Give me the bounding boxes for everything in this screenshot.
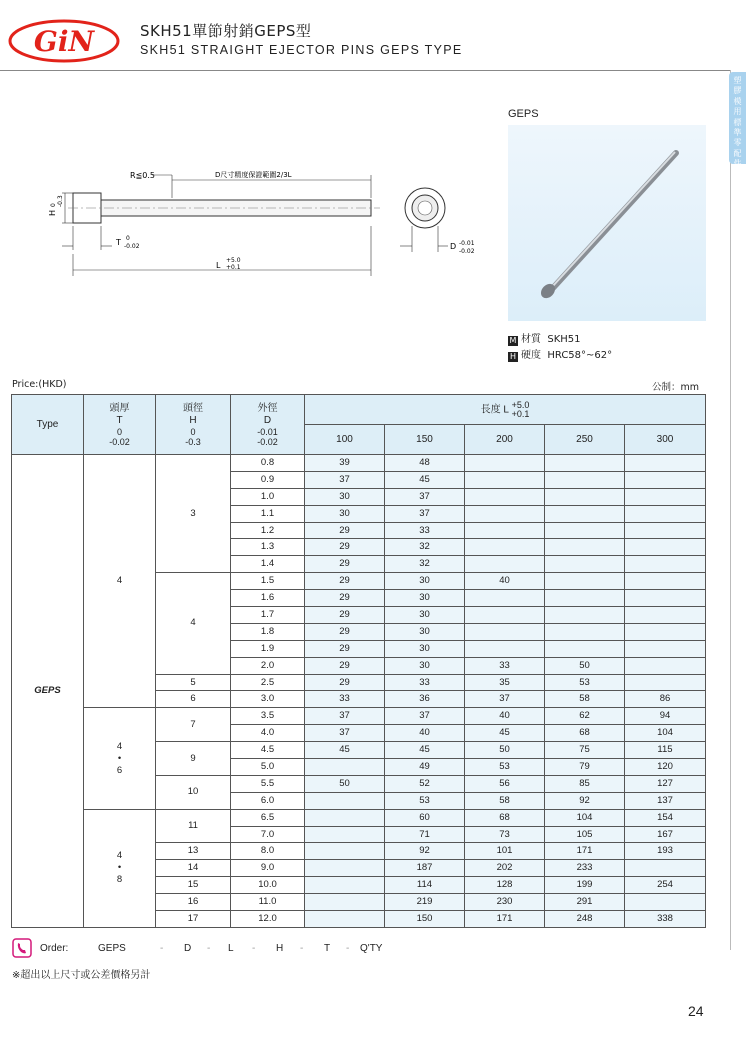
price-cell: 30 xyxy=(385,590,465,607)
price-cell: 29 xyxy=(305,607,385,624)
order-part-t: T xyxy=(324,943,331,954)
price-cell xyxy=(305,809,385,826)
price-cell: 45 xyxy=(465,725,545,742)
t-tol-upper: 0 xyxy=(126,235,130,242)
d-cell: 3.5 xyxy=(231,708,305,725)
l-tol-lower: +0.1 xyxy=(226,264,241,271)
price-cell xyxy=(545,607,625,624)
price-cell xyxy=(545,640,625,657)
h-cell: 6 xyxy=(156,691,231,708)
price-cell xyxy=(545,573,625,590)
price-cell: 29 xyxy=(305,623,385,640)
price-cell: 101 xyxy=(465,843,545,860)
price-cell: 30 xyxy=(385,573,465,590)
price-cell xyxy=(545,488,625,505)
price-cell: 56 xyxy=(465,775,545,792)
price-cell: 150 xyxy=(385,911,465,928)
table-row xyxy=(12,809,706,826)
length-col-200: 200 xyxy=(465,425,545,455)
length-col-300: 300 xyxy=(625,425,706,455)
t-tol-lower: -0.02 xyxy=(124,243,140,250)
price-cell: 45 xyxy=(305,742,385,759)
order-code-line xyxy=(12,938,412,960)
price-cell xyxy=(305,826,385,843)
price-cell xyxy=(305,911,385,928)
order-part-type: GEPS xyxy=(98,943,126,954)
price-cell: 50 xyxy=(465,742,545,759)
order-sep: - xyxy=(252,943,256,954)
price-cell xyxy=(545,590,625,607)
price-cell: 30 xyxy=(305,505,385,522)
price-cell: 86 xyxy=(625,691,706,708)
length-col-100: 100 xyxy=(305,425,385,455)
price-cell: 230 xyxy=(465,894,545,911)
price-cell: 92 xyxy=(545,792,625,809)
price-cell: 104 xyxy=(625,725,706,742)
price-cell: 32 xyxy=(385,556,465,573)
price-cell: 154 xyxy=(625,809,706,826)
h-cell: 11 xyxy=(156,809,231,843)
price-cell: 68 xyxy=(545,725,625,742)
h-cell: 16 xyxy=(156,894,231,911)
order-sep: - xyxy=(346,943,350,954)
price-cell: 291 xyxy=(545,894,625,911)
price-cell xyxy=(625,488,706,505)
pricing-note: ※超出以上尺寸或公差價格另計 xyxy=(12,970,151,981)
length-col-150: 150 xyxy=(385,425,465,455)
order-part-l: L xyxy=(228,943,234,954)
d-cell: 1.4 xyxy=(231,556,305,573)
price-cell: 40 xyxy=(465,573,545,590)
d-cell: 5.0 xyxy=(231,759,305,776)
price-table xyxy=(11,394,706,928)
price-cell: 53 xyxy=(465,759,545,776)
price-cell xyxy=(625,556,706,573)
category-side-tab-label: 塑 膠 模 用 標 準 零 配 件 xyxy=(733,76,742,169)
h-cell: 14 xyxy=(156,860,231,877)
price-cell: 48 xyxy=(385,455,465,472)
price-cell: 40 xyxy=(465,708,545,725)
h-cell: 13 xyxy=(156,843,231,860)
price-cell: 29 xyxy=(305,657,385,674)
price-cell: 30 xyxy=(385,623,465,640)
price-cell xyxy=(305,860,385,877)
price-cell xyxy=(545,556,625,573)
header-t: 頭厚 T 0 -0.02 xyxy=(84,395,156,455)
price-cell xyxy=(625,607,706,624)
price-cell xyxy=(625,471,706,488)
d-tol-upper: -0.01 xyxy=(459,240,475,247)
table-row xyxy=(12,708,706,725)
d-precision-note: D尺寸精度保證範圍2/3L xyxy=(215,171,292,179)
phone-icon xyxy=(12,938,32,958)
price-cell xyxy=(465,505,545,522)
price-cell xyxy=(545,455,625,472)
price-cell: 137 xyxy=(625,792,706,809)
d-cell: 1.5 xyxy=(231,573,305,590)
price-cell: 33 xyxy=(385,522,465,539)
t-cell: 4 xyxy=(84,455,156,708)
material-icon: M xyxy=(509,336,517,345)
price-cell: 68 xyxy=(465,809,545,826)
unit-label: 公制：mm xyxy=(652,382,700,393)
price-cell: 30 xyxy=(385,640,465,657)
price-cell xyxy=(545,623,625,640)
order-label: Order: xyxy=(40,943,69,954)
d-cell: 1.3 xyxy=(231,539,305,556)
header-h: 頭徑 H 0 -0.3 xyxy=(156,395,231,455)
price-cell: 114 xyxy=(385,877,465,894)
page-number: 24 xyxy=(688,1003,704,1019)
t-dim-label: T xyxy=(116,238,121,247)
order-part-qty: Q'TY xyxy=(360,943,383,954)
price-cell: 248 xyxy=(545,911,625,928)
d-cell: 2.0 xyxy=(231,657,305,674)
price-cell xyxy=(465,623,545,640)
d-cell: 4.0 xyxy=(231,725,305,742)
price-cell: 29 xyxy=(305,590,385,607)
price-cell xyxy=(465,488,545,505)
price-cell xyxy=(625,590,706,607)
price-cell xyxy=(465,607,545,624)
price-cell xyxy=(305,877,385,894)
price-cell: 37 xyxy=(385,488,465,505)
price-cell xyxy=(625,640,706,657)
price-cell: 30 xyxy=(385,607,465,624)
d-cell: 1.0 xyxy=(231,488,305,505)
price-cell xyxy=(625,674,706,691)
d-cell: 9.0 xyxy=(231,860,305,877)
price-cell xyxy=(305,759,385,776)
price-cell: 50 xyxy=(305,775,385,792)
price-cell xyxy=(545,539,625,556)
d-cell: 1.9 xyxy=(231,640,305,657)
price-cell xyxy=(465,539,545,556)
price-cell: 37 xyxy=(465,691,545,708)
t-cell: 4 • 6 xyxy=(84,708,156,809)
price-cell xyxy=(465,471,545,488)
h-cell: 7 xyxy=(156,708,231,742)
price-cell: 33 xyxy=(465,657,545,674)
price-cell: 29 xyxy=(305,522,385,539)
d-cell: 8.0 xyxy=(231,843,305,860)
price-cell: 29 xyxy=(305,539,385,556)
price-cell xyxy=(465,455,545,472)
price-cell xyxy=(465,522,545,539)
h-dim-label: H xyxy=(48,209,57,216)
d-cell: 1.7 xyxy=(231,607,305,624)
price-cell: 105 xyxy=(545,826,625,843)
price-cell: 29 xyxy=(305,556,385,573)
l-dim-label: L xyxy=(216,261,221,270)
price-cell: 37 xyxy=(385,708,465,725)
price-cell: 193 xyxy=(625,843,706,860)
d-cell: 6.0 xyxy=(231,792,305,809)
price-cell: 29 xyxy=(305,674,385,691)
price-cell xyxy=(625,657,706,674)
price-cell xyxy=(625,539,706,556)
photo-label: GEPS xyxy=(508,108,539,120)
price-cell: 127 xyxy=(625,775,706,792)
h-cell: 15 xyxy=(156,877,231,894)
price-cell: 71 xyxy=(385,826,465,843)
length-col-250: 250 xyxy=(545,425,625,455)
l-tol-upper: +5.0 xyxy=(226,257,241,264)
d-cell: 3.0 xyxy=(231,691,305,708)
price-cell: 50 xyxy=(545,657,625,674)
price-cell xyxy=(465,590,545,607)
price-cell xyxy=(305,894,385,911)
h-tol-upper: 0 xyxy=(50,203,57,207)
d-dim-label: D xyxy=(450,242,457,251)
price-cell: 115 xyxy=(625,742,706,759)
ejector-pin-photo xyxy=(508,125,706,321)
price-cell xyxy=(625,573,706,590)
price-cell: 45 xyxy=(385,471,465,488)
page-title: SKH51單節射銷GEPS型 xyxy=(140,22,312,40)
d-cell: 2.5 xyxy=(231,674,305,691)
d-cell: 11.0 xyxy=(231,894,305,911)
gin-logo xyxy=(8,18,120,64)
side-rule xyxy=(730,70,731,950)
d-cell: 1.8 xyxy=(231,623,305,640)
header-rule xyxy=(0,70,730,71)
price-cell: 202 xyxy=(465,860,545,877)
pin-technical-drawing xyxy=(40,150,500,290)
price-cell: 120 xyxy=(625,759,706,776)
price-cell: 187 xyxy=(385,860,465,877)
price-cell: 94 xyxy=(625,708,706,725)
h-cell: 4 xyxy=(156,573,231,674)
d-cell: 0.9 xyxy=(231,471,305,488)
d-cell: 1.2 xyxy=(231,522,305,539)
hardness-icon: H xyxy=(509,352,516,361)
radius-label: R≦0.5 xyxy=(130,171,155,180)
price-cell xyxy=(625,860,706,877)
price-cell xyxy=(625,623,706,640)
price-cell: 219 xyxy=(385,894,465,911)
price-cell: 36 xyxy=(385,691,465,708)
price-cell: 29 xyxy=(305,640,385,657)
price-cell: 33 xyxy=(385,674,465,691)
price-cell: 199 xyxy=(545,877,625,894)
price-cell: 254 xyxy=(625,877,706,894)
price-cell: 338 xyxy=(625,911,706,928)
price-cell xyxy=(545,471,625,488)
price-cell xyxy=(625,455,706,472)
d-cell: 10.0 xyxy=(231,877,305,894)
price-cell: 58 xyxy=(545,691,625,708)
price-cell xyxy=(625,894,706,911)
price-cell: 73 xyxy=(465,826,545,843)
price-cell: 79 xyxy=(545,759,625,776)
price-cell xyxy=(465,556,545,573)
header-length: 長度 L +5.0 +0.1 xyxy=(305,395,706,425)
price-cell: 53 xyxy=(385,792,465,809)
price-cell: 30 xyxy=(305,488,385,505)
header-type: Type xyxy=(12,395,84,455)
order-part-d: D xyxy=(184,943,192,954)
price-cell: 40 xyxy=(385,725,465,742)
price-cell xyxy=(625,522,706,539)
type-cell: GEPS xyxy=(12,455,84,928)
h-cell: 17 xyxy=(156,911,231,928)
price-cell: 233 xyxy=(545,860,625,877)
d-cell: 1.1 xyxy=(231,505,305,522)
spec-hardness: H 硬度 HRC58°~62° xyxy=(509,350,613,361)
price-cell xyxy=(305,843,385,860)
order-part-h: H xyxy=(276,943,284,954)
header-d: 外徑 D -0.01 -0.02 xyxy=(231,395,305,455)
d-cell: 12.0 xyxy=(231,911,305,928)
d-cell: 6.5 xyxy=(231,809,305,826)
price-cell xyxy=(465,640,545,657)
page-subtitle: SKH51 STRAIGHT EJECTOR PINS GEPS TYPE xyxy=(140,43,463,57)
price-cell: 37 xyxy=(305,725,385,742)
d-cell: 4.5 xyxy=(231,742,305,759)
price-cell: 35 xyxy=(465,674,545,691)
spec-material: M 材質 SKH51 xyxy=(509,334,581,345)
price-cell: 33 xyxy=(305,691,385,708)
price-currency-label: Price:(HKD) xyxy=(12,379,67,390)
price-cell: 128 xyxy=(465,877,545,894)
price-cell: 104 xyxy=(545,809,625,826)
price-cell xyxy=(305,792,385,809)
price-cell: 45 xyxy=(385,742,465,759)
price-cell: 29 xyxy=(305,573,385,590)
order-sep: - xyxy=(300,943,304,954)
price-cell: 53 xyxy=(545,674,625,691)
h-cell: 3 xyxy=(156,455,231,573)
price-cell: 39 xyxy=(305,455,385,472)
price-cell: 60 xyxy=(385,809,465,826)
price-cell xyxy=(545,505,625,522)
price-cell xyxy=(625,505,706,522)
order-sep: - xyxy=(207,943,211,954)
price-cell: 92 xyxy=(385,843,465,860)
price-cell: 62 xyxy=(545,708,625,725)
t-cell: 4 • 8 xyxy=(84,809,156,927)
d-cell: 7.0 xyxy=(231,826,305,843)
h-tol-lower: -0.3 xyxy=(57,195,64,207)
price-cell: 37 xyxy=(305,471,385,488)
d-tol-lower: -0.02 xyxy=(459,248,475,255)
price-cell: 52 xyxy=(385,775,465,792)
price-cell: 167 xyxy=(625,826,706,843)
h-cell: 9 xyxy=(156,742,231,776)
price-cell: 30 xyxy=(385,657,465,674)
price-cell: 171 xyxy=(465,911,545,928)
price-cell: 37 xyxy=(305,708,385,725)
h-cell: 5 xyxy=(156,674,231,691)
price-cell xyxy=(545,522,625,539)
h-cell: 10 xyxy=(156,775,231,809)
table-row xyxy=(12,455,706,472)
price-cell: 32 xyxy=(385,539,465,556)
price-cell: 171 xyxy=(545,843,625,860)
price-cell: 49 xyxy=(385,759,465,776)
d-cell: 0.8 xyxy=(231,455,305,472)
logo-text: GiN xyxy=(33,25,95,58)
order-sep: - xyxy=(160,943,164,954)
price-cell: 37 xyxy=(385,505,465,522)
price-cell: 58 xyxy=(465,792,545,809)
d-cell: 1.6 xyxy=(231,590,305,607)
d-cell: 5.5 xyxy=(231,775,305,792)
price-cell: 75 xyxy=(545,742,625,759)
price-cell: 85 xyxy=(545,775,625,792)
